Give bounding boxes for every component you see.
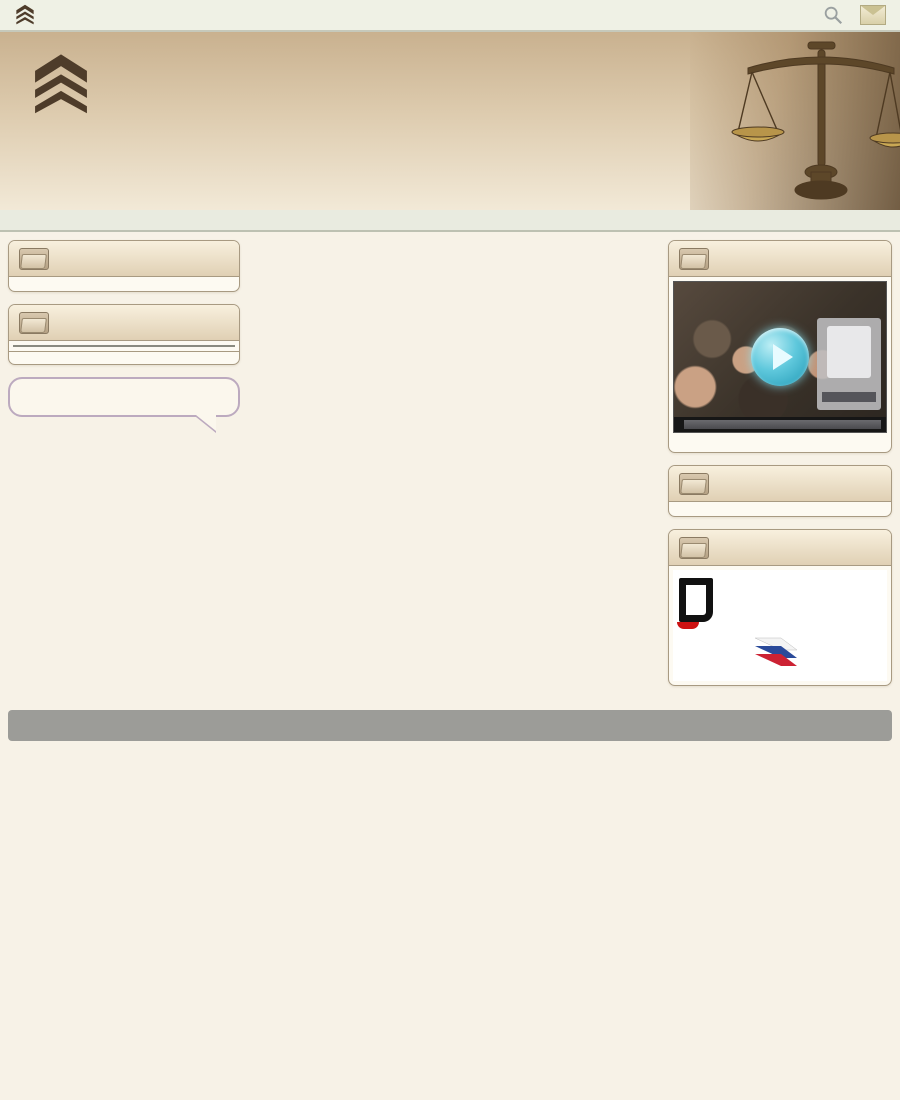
partners-box: [668, 529, 892, 686]
events-list: [9, 277, 239, 291]
folder-icon: [679, 537, 709, 559]
news-box: [8, 304, 240, 365]
opora-rossii-row: [677, 636, 883, 670]
other-videos: [669, 437, 891, 452]
scales-photo: [690, 32, 900, 210]
search-icon[interactable]: [822, 4, 844, 26]
events-box: [8, 240, 240, 292]
play-icon[interactable]: [751, 328, 809, 386]
opora-flag-icon: [755, 636, 797, 670]
video-inset-panel: [817, 318, 881, 410]
folder-icon: [679, 473, 709, 495]
footer: [8, 710, 892, 741]
top-bar: [0, 0, 900, 32]
folder-icon: [19, 312, 49, 334]
analytics-column: [248, 240, 660, 258]
site-header: [0, 32, 900, 210]
events-header: [9, 241, 239, 277]
scales-of-justice-icon: [690, 32, 900, 210]
site-logo: [32, 52, 102, 118]
partners-header: [669, 530, 891, 566]
mutual-aid-box: [668, 465, 892, 517]
mutual-aid-list: [669, 502, 891, 516]
left-sidebar: [8, 240, 240, 443]
news-feed: [9, 351, 239, 364]
videos-header: [669, 241, 891, 277]
poll-box: [8, 377, 240, 417]
folder-icon: [679, 248, 709, 270]
video-ticker: [684, 420, 881, 429]
main-content: [0, 232, 900, 706]
site-logo-icon: [14, 4, 36, 26]
mutual-aid-header: [669, 466, 891, 502]
right-sidebar: [668, 240, 892, 698]
video-player-thumbnail[interactable]: [673, 281, 887, 433]
videos-box: [668, 240, 892, 453]
mail-icon[interactable]: [860, 5, 886, 25]
protiv-korrupcii-icon: [679, 578, 713, 622]
video-ticker-bar: [674, 417, 886, 432]
partners-logos: [673, 570, 887, 681]
news-calendar: [13, 345, 235, 347]
folder-icon: [19, 248, 49, 270]
opora-rossii-logo[interactable]: [677, 636, 883, 670]
news-header: [9, 305, 239, 341]
header-divider-strip: [0, 210, 900, 232]
site-logo-chevrons-icon: [32, 52, 90, 118]
protiv-korrupcii-logo[interactable]: [677, 578, 883, 622]
